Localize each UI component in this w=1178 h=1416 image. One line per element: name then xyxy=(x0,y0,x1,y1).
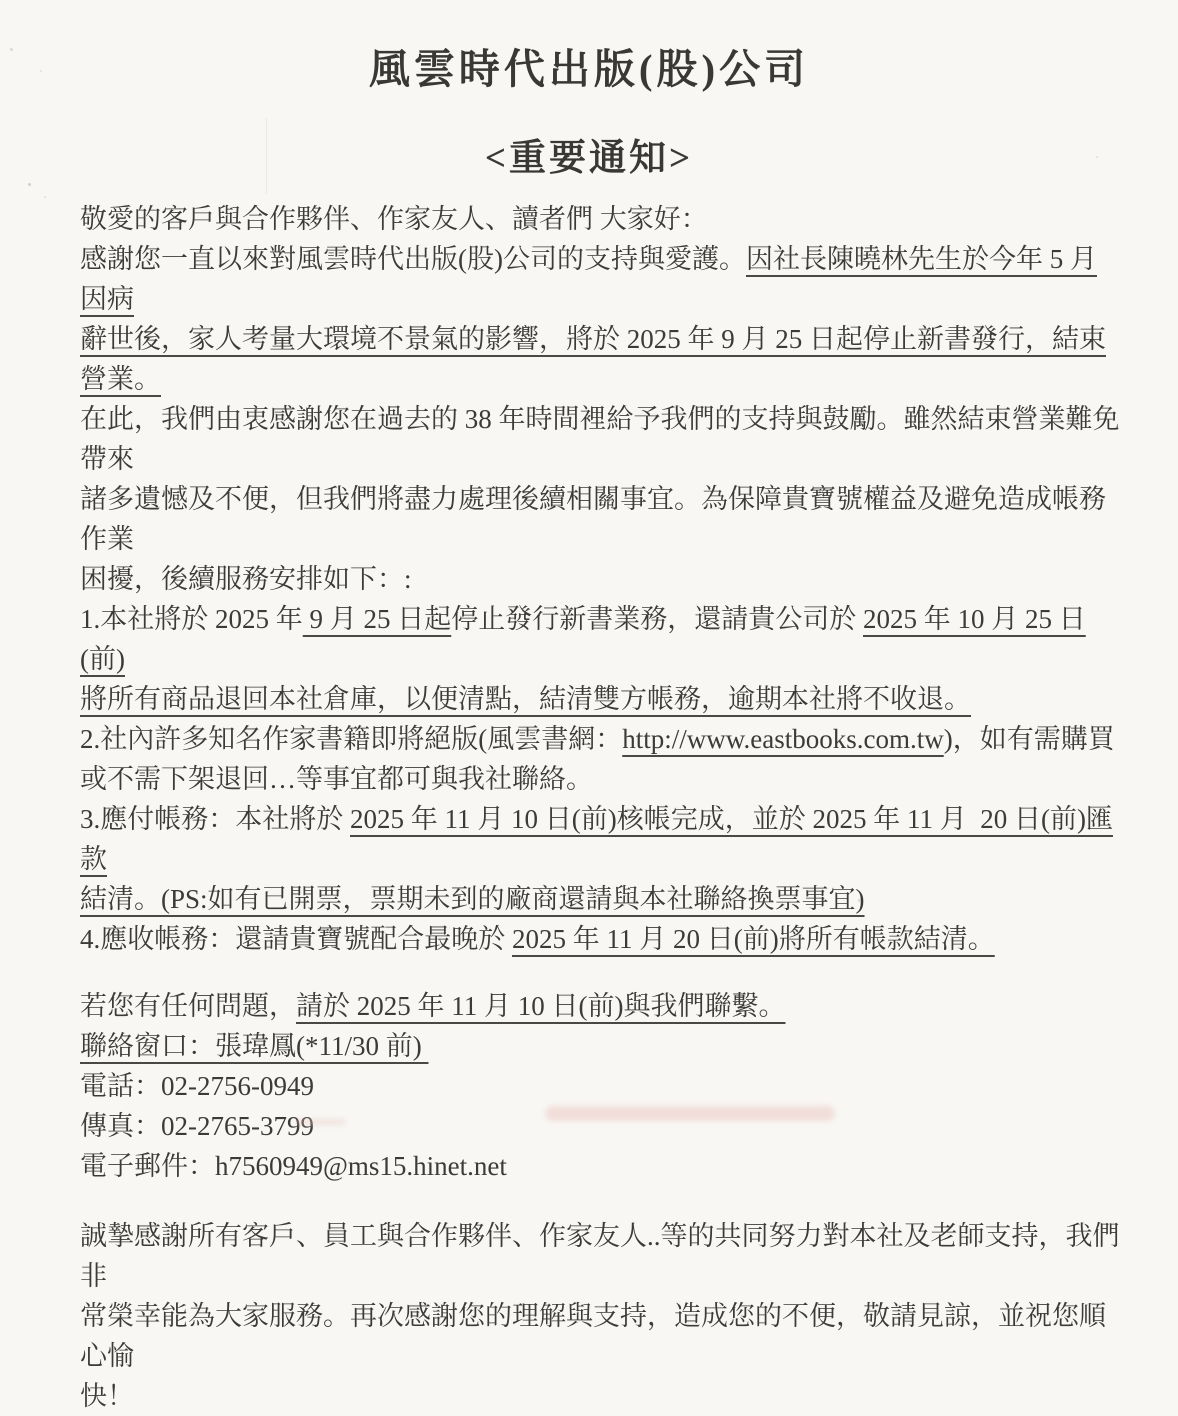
underlined-text: 因社長陳曉林先生於今年 5 月因病 xyxy=(80,244,1097,314)
scan-speckle xyxy=(28,183,31,186)
list-item-3-line-1 xyxy=(80,799,1122,879)
text-segment: )，如有需購買 xyxy=(943,724,1115,754)
scan-speckle xyxy=(44,196,46,198)
text-segment: 停止發行新書業務，還請貴公司於 xyxy=(451,604,863,634)
scan-speckle xyxy=(1096,156,1098,158)
text-segment: 4.應收帳務：還請貴寶號配合最晚於 xyxy=(80,924,512,954)
underlined-text: 2025 年 11 月 20 日(前)將所有帳款結清。 xyxy=(512,924,995,954)
underlined-text: 結清。(PS:如有已開票，票期未到的廠商還請與本社聯絡換票事宜) xyxy=(80,884,865,914)
text-segment: 電話：02-2756-0949 xyxy=(80,1071,314,1101)
scanned-letter-page xyxy=(0,36,1178,1411)
underlined-text: 2025 年 10 月 25 日(前) xyxy=(80,604,1086,674)
text-segment: 3.應付帳務：本社將於 xyxy=(80,804,350,834)
contact-person-line xyxy=(80,1026,1122,1066)
list-item-2-line-2 xyxy=(80,759,1122,799)
contact-deadline-line xyxy=(80,986,1122,1026)
text-segment: 常榮幸能為大家服務。再次感謝您的理解與支持，造成您的不便，敬請見諒，並祝您順心愉 xyxy=(80,1301,1106,1371)
text-segment: 諸多遺憾及不便，但我們將盡力處理後續相關事宜。為保障貴寶號權益及避免造成帳務作業 xyxy=(80,484,1106,554)
company-title: 風雲時代出版(股)公司 xyxy=(368,46,810,92)
text-segment: 誠摯感謝所有客戶、員工與合作夥伴、作家友人..等的共同努力對本社及老師支持，我們非 xyxy=(80,1221,1120,1291)
letter-body xyxy=(80,199,1122,1416)
text-segment: 或不需下架退回…等事宜都可與我社聯絡。 xyxy=(80,764,593,794)
list-item-3-line-2 xyxy=(80,879,1122,919)
list-item-1-line-2 xyxy=(80,679,1122,719)
phone-line xyxy=(80,1066,1122,1106)
salutation-line xyxy=(80,199,1122,239)
scan-speckle xyxy=(858,899,860,902)
scan-speckle xyxy=(10,48,13,51)
notice-heading: <重要通知> xyxy=(484,138,694,179)
list-item-4-line-1 xyxy=(80,919,1122,959)
watermark-smudge xyxy=(296,1118,346,1126)
text-segment: 感謝您一直以來對風雲時代出版(股)公司的支持與愛護。 xyxy=(80,244,746,274)
underlined-text: 辭世後，家人考量大環境不景氣的影響，將於 2025 年 9 月 25 日起停止新書發行，結束營業。 xyxy=(80,324,1106,394)
list-item-2-line-1 xyxy=(80,719,1122,759)
text-segment: 2.社內許多知名作家書籍即將絕版(風雲書網： xyxy=(80,724,623,754)
underlined-text: 2025 年 11 月 10 日(前)核帳完成，並於 2025 年 11 月 20 日(前)匯款 xyxy=(80,804,1113,874)
intro-line-1 xyxy=(80,239,1122,319)
scan-scratch xyxy=(266,118,267,194)
watermark-smudge xyxy=(545,1106,835,1121)
text-segment: 困擾，後續服務安排如下：: xyxy=(80,564,412,594)
scan-speckle xyxy=(40,70,42,72)
text-segment: 電子郵件：h7560949@ms15.hinet.net xyxy=(80,1151,507,1181)
underlined-text: 聯絡窗口：張瑋鳳(*11/30 前) xyxy=(80,1031,429,1061)
intro-line-3 xyxy=(80,399,1122,479)
email-line xyxy=(80,1146,1122,1186)
underlined-text: 將所有商品退回本社倉庫，以便清點，結清雙方帳務，逾期本社將不收退。 xyxy=(80,684,971,714)
list-item-1-line-1 xyxy=(80,599,1122,679)
closing-line-2 xyxy=(80,1296,1122,1376)
intro-line-4 xyxy=(80,479,1122,559)
text-segment: 若您有任何問題， xyxy=(80,991,296,1021)
closing-line-3 xyxy=(80,1376,1122,1416)
text-segment: 1.本社將於 2025 年 xyxy=(80,604,303,634)
intro-line-2 xyxy=(80,319,1122,399)
text-segment: 在此，我們由衷感謝您在過去的 38 年時間裡給予我們的支持與鼓勵。雖然結束營業難免帶來 xyxy=(80,404,1120,474)
underlined-text: 請於 2025 年 11 月 10 日(前)與我們聯繫。 xyxy=(296,991,786,1021)
intro-line-5 xyxy=(80,559,1122,599)
text-segment: 快！ xyxy=(80,1381,134,1411)
closing-line-1 xyxy=(80,1216,1122,1296)
underlined-text: http://www.eastbooks.com.tw xyxy=(622,724,944,754)
text-segment: 敬愛的客戶與合作夥伴、作家友人、讀者們 大家好： xyxy=(80,204,708,234)
text-segment: 傳真：02-2765-3799 xyxy=(80,1111,314,1141)
underlined-text: 9 月 25 日起 xyxy=(302,604,452,634)
